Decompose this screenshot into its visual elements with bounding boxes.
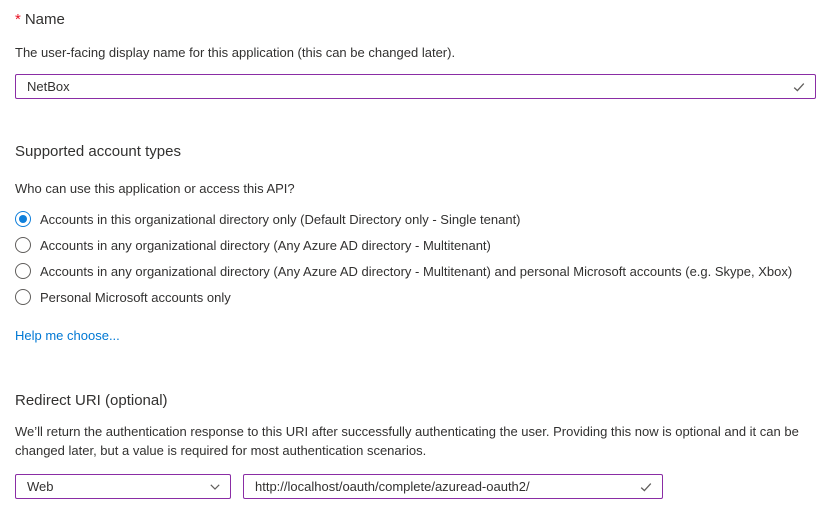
redirect-uri-description: We’ll return the authentication response to this URI after successfully authenticating the user. Providing this now is optional and it can be changed later, but a value is required for most authentication scenarios. xyxy=(15,424,799,458)
radio-option-label: Accounts in any organizational directory (Any Azure AD directory - Multitenant) and personal Microsoft accounts (e.g. Skype, Xbox) xyxy=(40,263,793,279)
radio-option-multitenant-personal[interactable] xyxy=(15,258,816,284)
platform-select-dropdown[interactable] xyxy=(15,474,231,499)
radio-option-label: Personal Microsoft accounts only xyxy=(40,289,231,305)
radio-option-label: Accounts in any organizational directory (Any Azure AD directory - Multitenant) xyxy=(40,237,491,253)
account-types-question: Who can use this application or access this API? xyxy=(15,181,295,196)
radio-option-single-tenant[interactable] xyxy=(15,206,816,232)
platform-selected-value: Web xyxy=(27,479,54,494)
radio-option-label: Accounts in this organizational directory only (Default Directory only - Single tenant) xyxy=(40,211,521,227)
required-asterisk: * xyxy=(15,11,21,28)
account-types-section-title: Supported account types xyxy=(15,143,181,160)
name-section-title xyxy=(15,10,816,30)
redirect-uri-section-title: Redirect URI (optional) xyxy=(15,392,168,409)
chevron-down-icon xyxy=(208,480,222,494)
radio-button-icon[interactable] xyxy=(15,289,31,305)
redirect-uri-input[interactable] xyxy=(244,475,662,498)
radio-option-personal-only[interactable] xyxy=(15,284,816,310)
name-input[interactable] xyxy=(16,75,815,98)
radio-button-icon[interactable] xyxy=(15,237,31,253)
radio-option-multitenant[interactable] xyxy=(15,232,816,258)
name-description: The user-facing display name for this application (this can be changed later). xyxy=(15,45,456,60)
name-input-container xyxy=(15,74,816,99)
redirect-uri-input-container xyxy=(243,474,663,499)
account-types-radio-group xyxy=(15,206,816,310)
redirect-uri-controls xyxy=(15,474,816,499)
name-title-text: Name xyxy=(24,11,65,28)
radio-button-icon[interactable] xyxy=(15,263,31,279)
help-me-choose-link[interactable]: Help me choose... xyxy=(15,328,120,343)
radio-button-icon[interactable] xyxy=(15,211,31,227)
